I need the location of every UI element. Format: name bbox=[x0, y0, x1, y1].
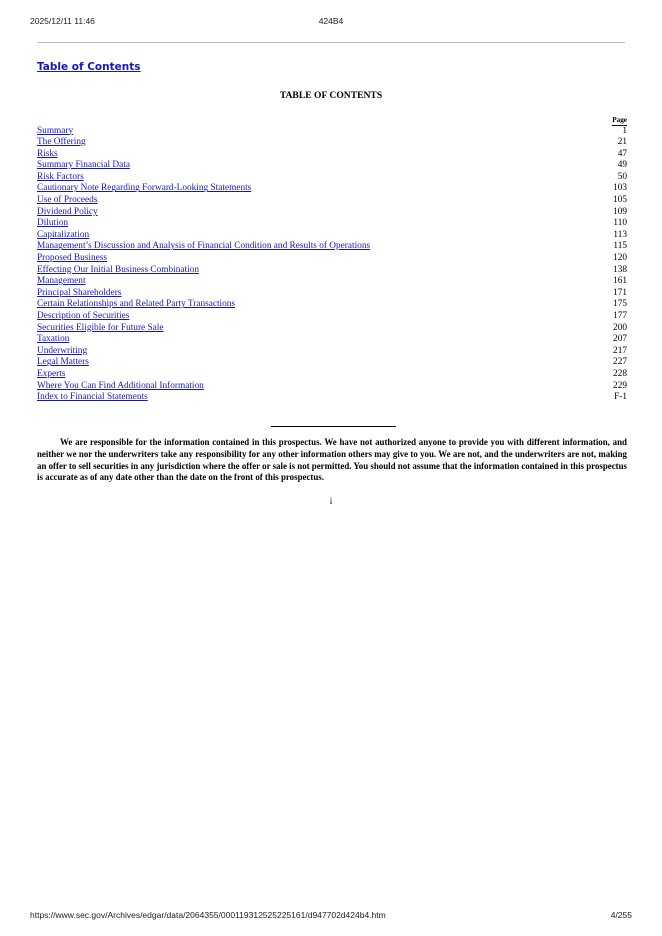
toc-entry-page: 115 bbox=[613, 241, 627, 252]
toc-entry-page: 200 bbox=[613, 322, 627, 333]
toc-entry-page: 109 bbox=[613, 206, 627, 217]
toc-entry-link[interactable]: Legal Matters bbox=[37, 357, 89, 368]
toc-entry-link[interactable]: Effecting Our Initial Business Combination bbox=[37, 264, 199, 275]
print-page-count: 4/255 bbox=[610, 910, 632, 920]
toc-entry-link[interactable]: Management bbox=[37, 276, 86, 287]
toc-entry-link[interactable]: Dilution bbox=[37, 218, 68, 229]
toc-entry-link[interactable]: Experts bbox=[37, 368, 66, 379]
toc-entry-link[interactable]: Dividend Policy bbox=[37, 206, 98, 217]
toc-entry-page: 161 bbox=[613, 276, 627, 287]
toc-row bbox=[37, 183, 627, 195]
toc-entry-link[interactable]: Cautionary Note Regarding Forward-Looking Statements bbox=[37, 183, 252, 194]
toc-entry-page: F-1 bbox=[614, 392, 627, 403]
toc-row bbox=[37, 230, 627, 242]
toc-entry-page: 47 bbox=[617, 148, 627, 159]
toc-entry-link[interactable]: Capitalization bbox=[37, 229, 90, 240]
print-datetime: 2025/12/11 11:46 bbox=[30, 16, 95, 26]
toc-row bbox=[37, 276, 627, 288]
toc-entry-page: 217 bbox=[613, 345, 627, 356]
toc-row bbox=[37, 334, 627, 346]
toc-row bbox=[37, 369, 627, 381]
toc-entry-page: 171 bbox=[613, 287, 627, 298]
toc-entry-page: 50 bbox=[617, 171, 627, 182]
toc-row bbox=[37, 357, 627, 369]
toc-row bbox=[37, 311, 627, 323]
toc-entry-link[interactable]: Principal Shareholders bbox=[37, 287, 122, 298]
toc-row bbox=[37, 160, 627, 172]
print-url: https://www.sec.gov/Archives/edgar/data/2064355/000119312525225161/d947702d424b4.htm bbox=[30, 910, 386, 920]
toc-entry-link[interactable]: Certain Relationships and Related Party Transactions bbox=[37, 299, 236, 310]
toc-entry-link[interactable]: Description of Securities bbox=[37, 311, 130, 321]
toc-row bbox=[37, 137, 627, 149]
toc-entry-page: 49 bbox=[617, 160, 627, 171]
toc-list bbox=[37, 126, 627, 404]
toc-entry-page: 1 bbox=[622, 125, 627, 136]
toc-row bbox=[37, 288, 627, 300]
toc-row bbox=[37, 381, 627, 393]
toc-entry-page: 105 bbox=[613, 195, 627, 206]
page-column-header: Page bbox=[612, 116, 627, 124]
toc-entry-page: 228 bbox=[613, 368, 627, 379]
toc-row bbox=[37, 218, 627, 230]
toc-entry-link[interactable]: Summary Financial Data bbox=[37, 160, 130, 171]
toc-row bbox=[37, 241, 627, 253]
toc-entry-link[interactable]: Securities Eligible for Future Sale bbox=[37, 322, 164, 333]
toc-row bbox=[37, 207, 627, 219]
print-doc-title: 424B4 bbox=[318, 16, 344, 26]
toc-entry-page: 110 bbox=[613, 218, 627, 229]
toc-entry-link[interactable]: The Offering bbox=[37, 137, 86, 148]
toc-row bbox=[37, 253, 627, 265]
header-divider bbox=[37, 42, 625, 43]
toc-entry-page: 175 bbox=[613, 299, 627, 310]
toc-entry-page: 229 bbox=[613, 380, 627, 391]
toc-entry-link[interactable]: Taxation bbox=[37, 334, 70, 345]
toc-row bbox=[37, 323, 627, 335]
toc-entry-link[interactable]: Underwriting bbox=[37, 345, 88, 356]
toc-row bbox=[37, 299, 627, 311]
toc-row bbox=[37, 172, 627, 184]
toc-row bbox=[37, 149, 627, 161]
toc-entry-page: 113 bbox=[613, 229, 627, 240]
prospectus-disclaimer: We are responsible for the information contained in this prospectus. We have not authorized anyone to provide you with different information, and neither we nor the underwriters take any responsibility for any other information others may give to you. We are not, and the underwriters are not, making an offer to sell securities in any jurisdiction where the offer or sale is not permitted. You should not assume that the information contained in this prospectus is accurate as of any date other than the date on the front of this prospectus. bbox=[37, 437, 627, 483]
table-of-contents-link[interactable]: Table of Contents bbox=[37, 61, 141, 73]
toc-entry-page: 207 bbox=[613, 334, 627, 345]
toc-entry-link[interactable]: Where You Can Find Additional Information bbox=[37, 380, 204, 391]
toc-entry-link[interactable]: Risks bbox=[37, 148, 58, 159]
toc-entry-page: 21 bbox=[617, 137, 627, 148]
toc-entry-link[interactable]: Use of Proceeds bbox=[37, 195, 98, 206]
toc-row bbox=[37, 195, 627, 207]
toc-entry-page: 227 bbox=[613, 357, 627, 368]
toc-entry-link[interactable]: Index to Financial Statements bbox=[37, 392, 148, 403]
section-divider bbox=[271, 426, 396, 427]
toc-row bbox=[37, 346, 627, 358]
toc-entry-link[interactable]: Risk Factors bbox=[37, 171, 84, 182]
toc-entry-link[interactable]: Summary bbox=[37, 125, 74, 136]
toc-row bbox=[37, 126, 627, 138]
toc-entry-page: 138 bbox=[613, 264, 627, 275]
toc-entry-page: 177 bbox=[613, 311, 627, 321]
toc-heading: TABLE OF CONTENTS bbox=[279, 90, 383, 101]
toc-row bbox=[37, 392, 627, 404]
toc-entry-page: 103 bbox=[613, 183, 627, 194]
page-number: i bbox=[329, 496, 333, 506]
toc-entry-link[interactable]: Proposed Business bbox=[37, 253, 107, 264]
toc-entry-link[interactable]: Management’s Discussion and Analysis of Financial Condition and Results of Operations bbox=[37, 241, 371, 252]
toc-entry-page: 120 bbox=[613, 253, 627, 264]
toc-row bbox=[37, 265, 627, 277]
